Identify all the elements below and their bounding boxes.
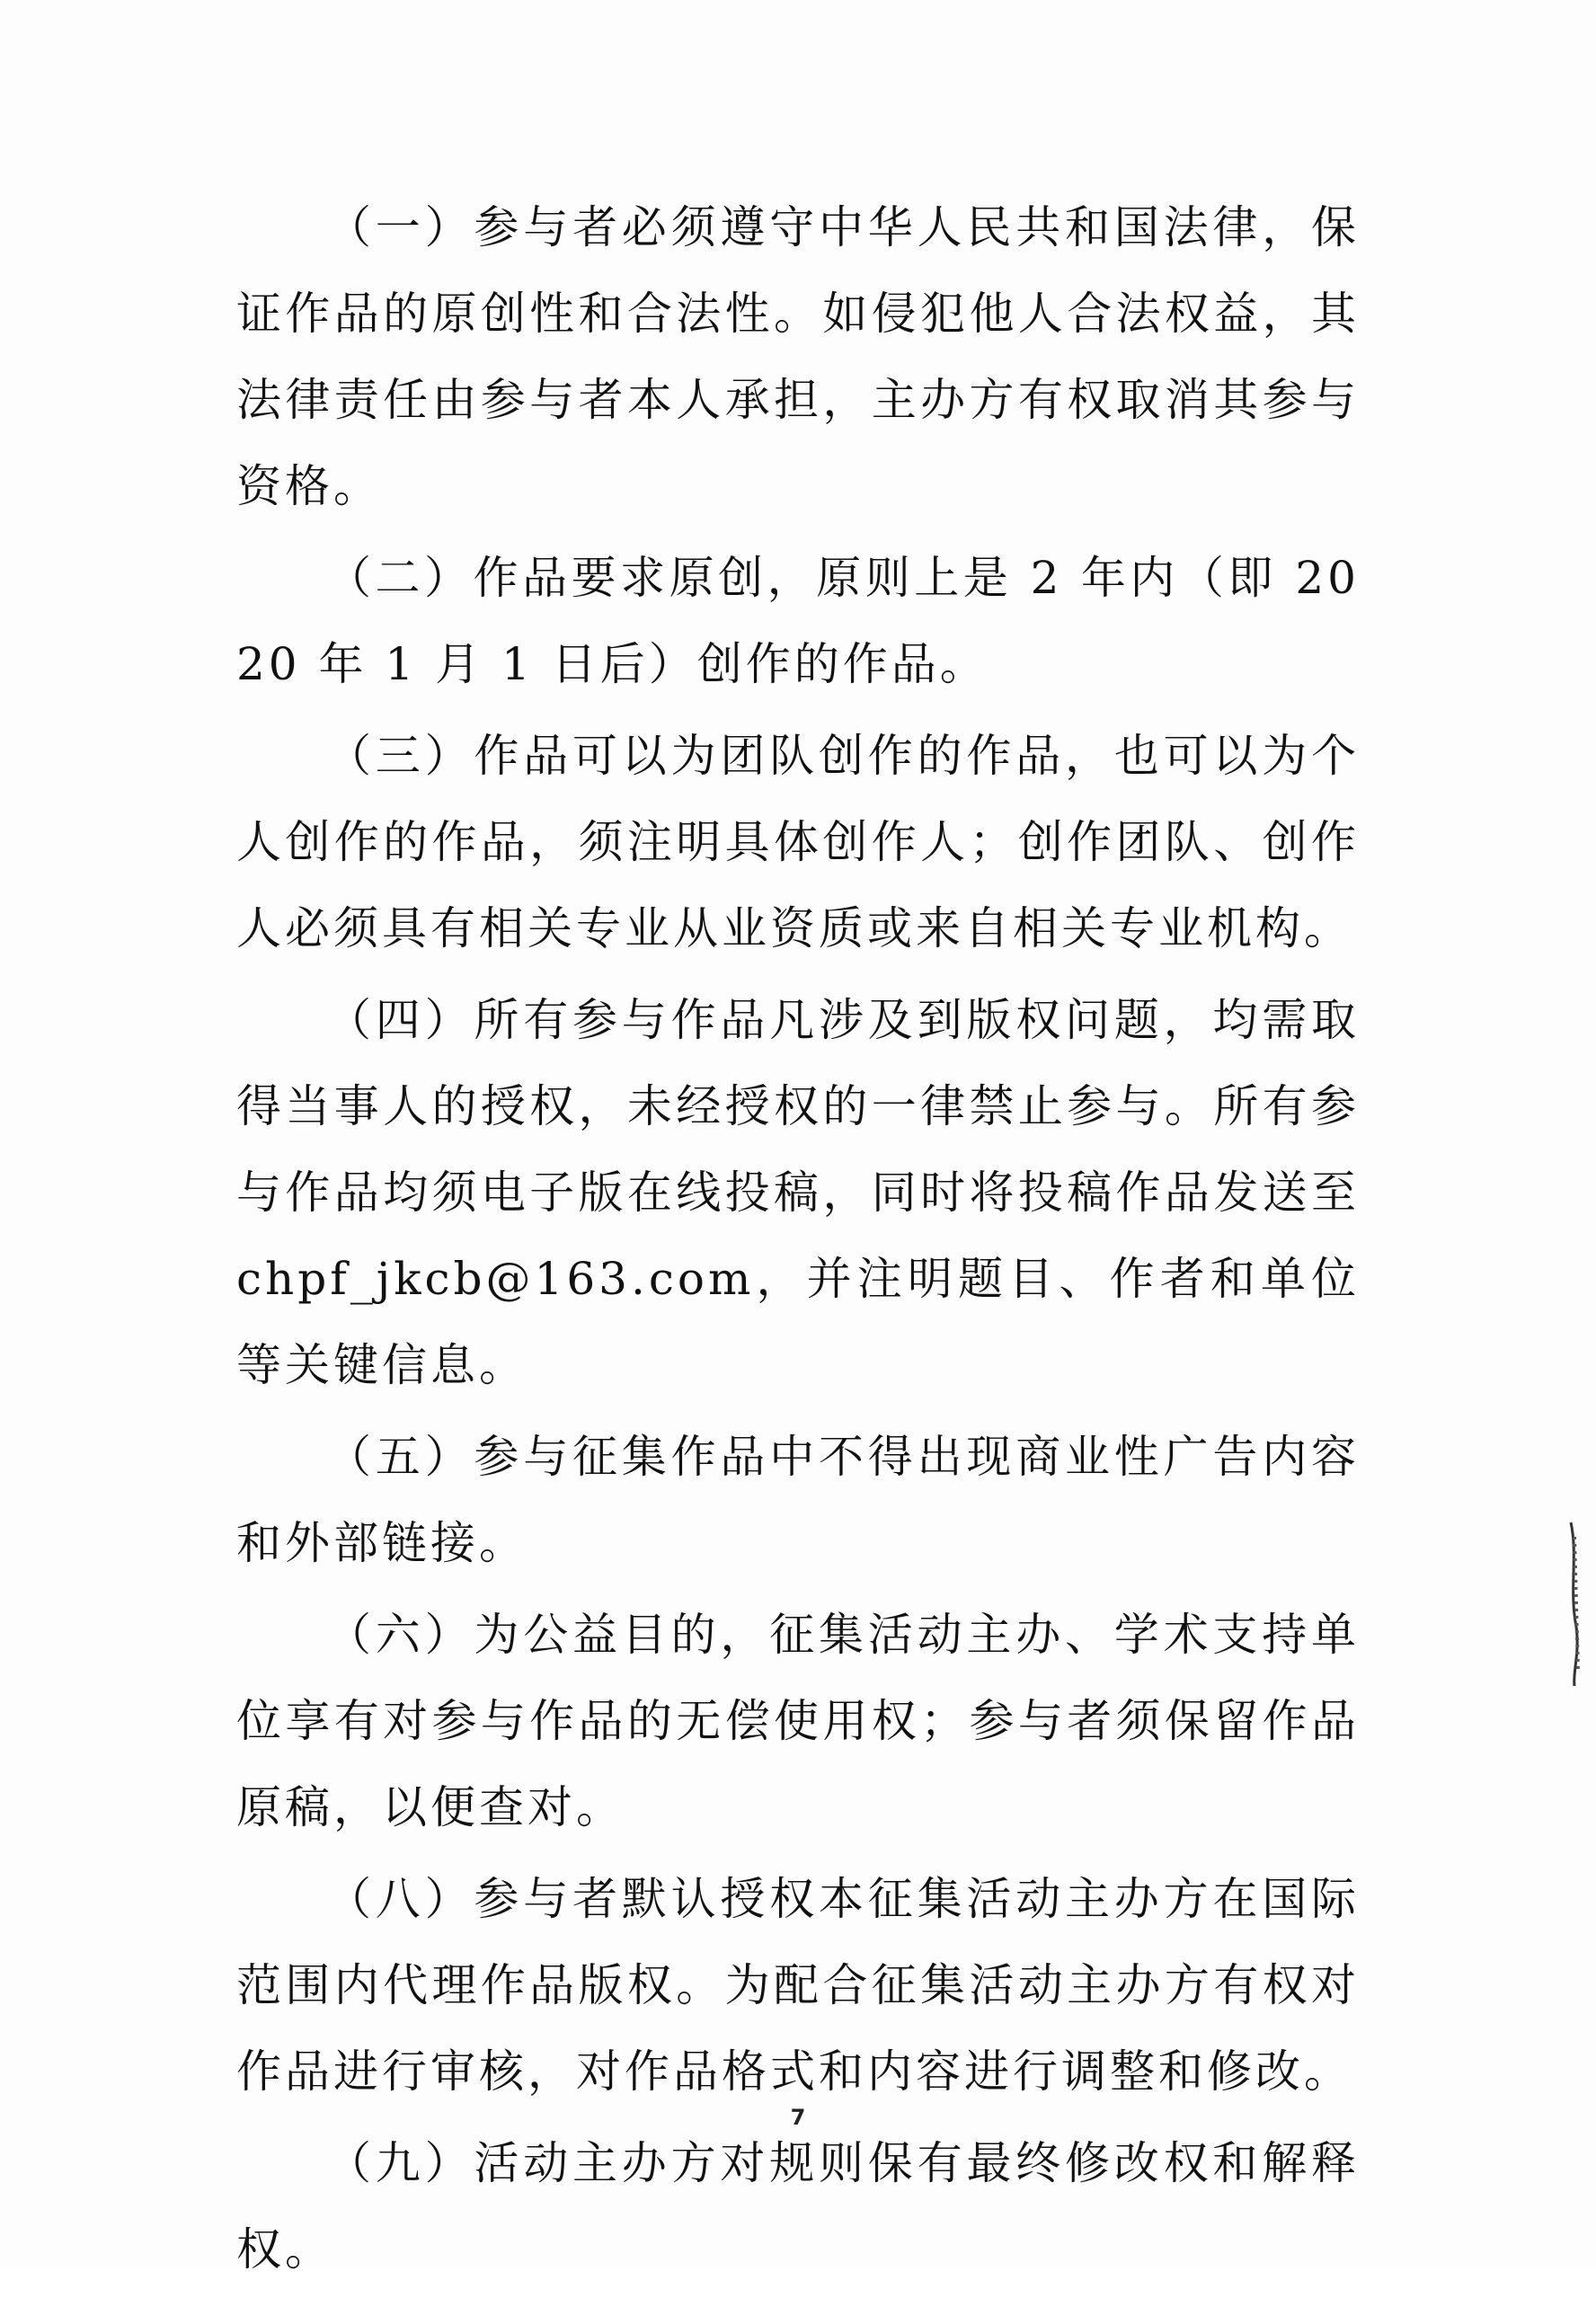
paragraph-2: （二）作品要求原创，原则上是 2 年内（即 2020 年 1 月 1 日后）创作的作品。 [236, 552, 1360, 690]
paragraph-1: （一）参与者必须遵守中华人民共和国法律，保证作品的原创性和合法性。如侵犯他人合法权益，其法律责任由参与者本人承担，主办方有权取消其参与资格。 [236, 201, 1360, 512]
paragraph-9: （九）活动主办方对规则保有最终修改权和解释权。 [236, 2137, 1360, 2276]
paragraph-5: （五）参与征集作品中不得出现商业性广告内容和外部链接。 [236, 1431, 1360, 1569]
paragraph-8: （八）参与者默认授权本征集活动主办方在国际范围内代理作品版权。为配合征集活动主办方有权对作品进行审核，对作品格式和内容进行调整和修改。 [236, 1873, 1360, 2098]
page-number: 7 [790, 2105, 806, 2130]
scan-edge-mark [1565, 1519, 1583, 1690]
paragraph-4: （四）所有参与作品凡涉及到版权问题，均需取得当事人的授权，未经授权的一律禁止参与。所有参与作品均须电子版在线投稿，同时将投稿作品发送至 chpf_jkcb@163.com，并注明题目、作者和单位等关键信息。 [236, 994, 1360, 1391]
document-body [236, 184, 1360, 2298]
paragraph-6: （六）为公益目的，征集活动主办、学术支持单位享有对参与作品的无偿使用权；参与者须保留作品原稿，以便查对。 [236, 1609, 1360, 1833]
paragraph-3: （三）作品可以为团队创作的作品，也可以为个人创作的作品，须注明具体创作人；创作团队、创作人必须具有相关专业从业资质或来自相关专业机构。 [236, 730, 1360, 954]
